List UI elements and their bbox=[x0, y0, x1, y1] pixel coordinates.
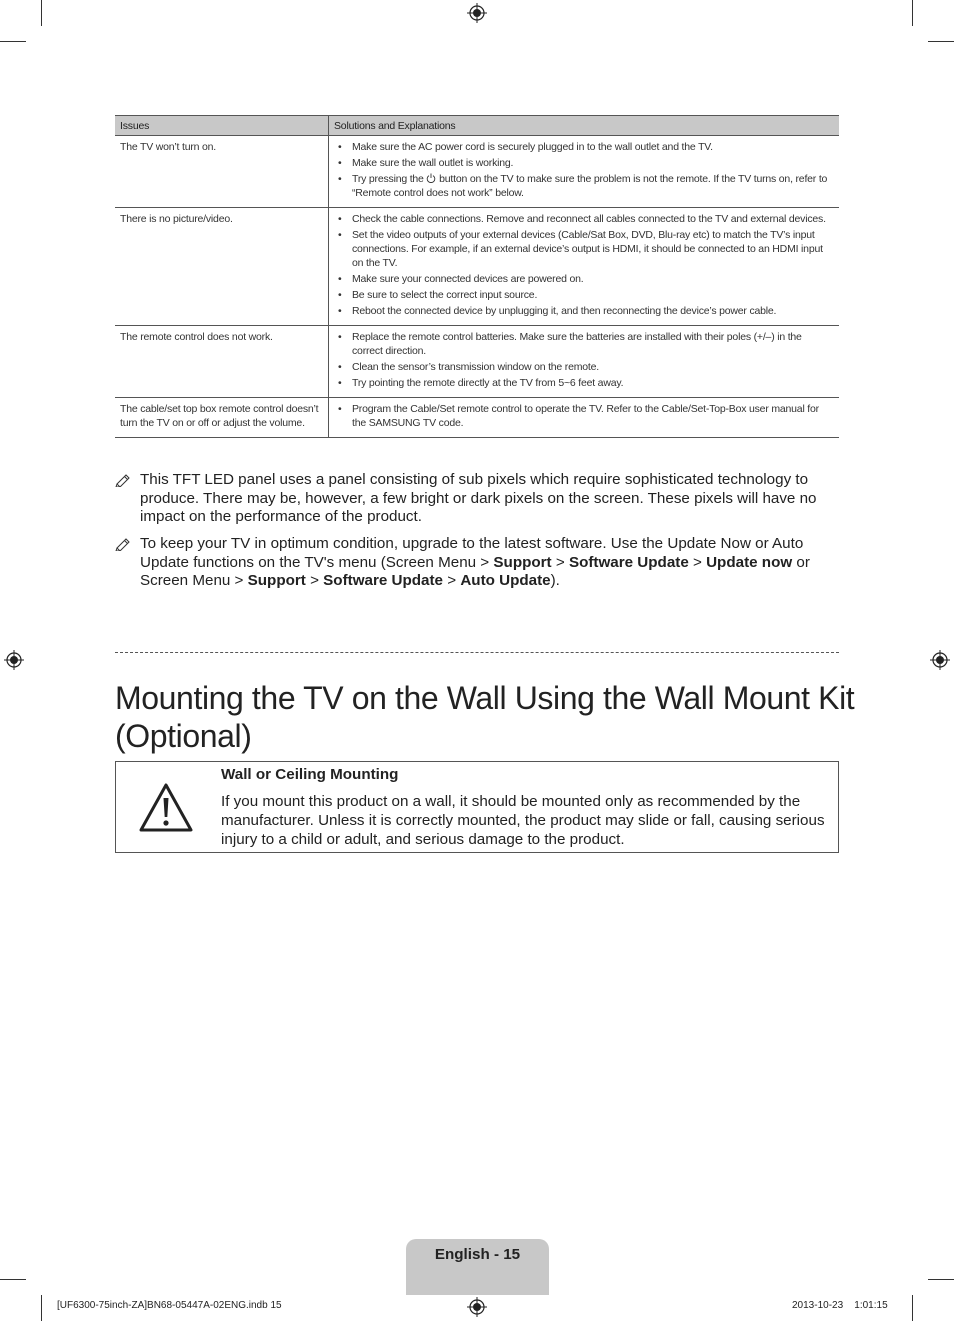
pencil-note-icon bbox=[115, 473, 131, 487]
menu-separator: > bbox=[443, 572, 461, 589]
crop-mark bbox=[0, 41, 26, 42]
solution-text: Try pressing the bbox=[352, 173, 424, 185]
menu-path-update-now: Update now bbox=[706, 553, 793, 571]
solutions-cell bbox=[329, 208, 840, 326]
solution-item: • Check the cable connections. Remove and reconnect all cables connected to the TV and external devices. bbox=[352, 212, 834, 226]
registration-mark-icon bbox=[4, 650, 24, 670]
solution-item: • Replace the remote control batteries. Make sure the batteries are installed with their poles (+/–) in the correct direction. bbox=[352, 330, 834, 358]
table-row bbox=[115, 398, 839, 438]
registration-mark-icon bbox=[467, 1297, 487, 1317]
solution-item: • Be sure to select the correct input source. bbox=[352, 288, 834, 302]
solution-list bbox=[334, 212, 834, 318]
crop-mark bbox=[928, 1279, 954, 1280]
note-text-segment: ). bbox=[550, 572, 560, 589]
menu-separator: > bbox=[305, 572, 324, 589]
solution-list bbox=[334, 330, 834, 390]
page-number: English - 15 bbox=[434, 1246, 521, 1263]
issue-cell: The cable/set top box remote control doesn’t turn the TV on or off or adjust the volume. bbox=[115, 398, 329, 438]
table-row bbox=[115, 326, 839, 398]
issue-cell: There is no picture/video. bbox=[115, 208, 329, 326]
section-divider bbox=[115, 652, 839, 653]
solution-item bbox=[352, 172, 834, 200]
solution-item: • Program the Cable/Set remote control to operate the TV. Refer to the Cable/Set-Top-Box user manual for the SAMSUNG TV code. bbox=[352, 402, 834, 430]
note-paragraph bbox=[115, 535, 839, 591]
solution-text: button on the TV to make sure the problem is not the remote. If the TV turns on, refer to “Remote control does not work” below. bbox=[352, 173, 828, 199]
note-paragraph bbox=[115, 471, 839, 527]
warning-box bbox=[115, 761, 839, 853]
note-text: This TFT LED panel uses a panel consisting of sub pixels which require sophisticated technology to produce. There may be, however, a few bright or dark pixels on the screen. These pixels will have no impact on the performance of the product. bbox=[140, 471, 817, 525]
solution-item: • Set the video outputs of your external devices (Cable/Sat Box, DVD, Blu-ray etc) to match the TV’s input connections. For example, if an external device’s output is HDMI, it should be connected to an HDMI input on the TV. bbox=[352, 228, 834, 270]
menu-path-support: Support bbox=[247, 572, 306, 589]
solutions-cell bbox=[329, 398, 840, 438]
column-header-issues: Issues bbox=[115, 116, 329, 136]
warning-triangle-icon bbox=[138, 782, 194, 834]
section-title: Mounting the TV on the Wall Using the Wall Mount Kit (Optional) bbox=[115, 680, 855, 755]
issue-cell: The remote control does not work. bbox=[115, 326, 329, 398]
note-text bbox=[140, 535, 839, 591]
solution-item: • Make sure your connected devices are powered on. bbox=[352, 272, 834, 286]
crop-mark bbox=[0, 1279, 26, 1280]
table-header-row bbox=[115, 116, 839, 136]
issue-cell: The TV won’t turn on. bbox=[115, 136, 329, 208]
registration-mark-icon bbox=[930, 650, 950, 670]
print-file-info: [UF6300-75inch-ZA]BN68-05447A-02ENG.indb 15 bbox=[57, 1300, 282, 1311]
registration-mark-icon bbox=[467, 3, 487, 23]
note-text-segment: To keep your TV in optimum condition, upgrade to the latest software. Use the Update Now or Auto Update functions on the TV's menu (Screen Menu > bbox=[140, 535, 804, 571]
solution-item: • Clean the sensor’s transmission window on the remote. bbox=[352, 360, 834, 374]
solution-list bbox=[334, 402, 834, 430]
table-row bbox=[115, 136, 839, 208]
table-row bbox=[115, 208, 839, 326]
crop-mark bbox=[912, 0, 913, 26]
page-number-tab bbox=[406, 1239, 549, 1295]
solutions-cell bbox=[329, 136, 840, 208]
power-icon bbox=[426, 173, 436, 183]
crop-mark bbox=[928, 41, 954, 42]
solution-item: • Make sure the AC power cord is securely plugged in to the wall outlet and the TV. bbox=[352, 140, 834, 154]
crop-mark bbox=[912, 1295, 913, 1321]
menu-path-auto-update: Auto Update bbox=[460, 572, 551, 589]
menu-path-software-update: Software Update bbox=[568, 553, 689, 571]
menu-separator: > bbox=[688, 553, 707, 571]
solution-item: • Make sure the wall outlet is working. bbox=[352, 156, 834, 170]
troubleshooting-table bbox=[115, 115, 839, 438]
solutions-cell bbox=[329, 326, 840, 398]
crop-mark bbox=[41, 0, 42, 26]
solution-list bbox=[334, 140, 834, 200]
note-text-segment: or Screen Menu > bbox=[140, 553, 810, 589]
pencil-note-icon bbox=[115, 537, 131, 551]
menu-path-software-update: Software Update bbox=[323, 572, 444, 589]
column-header-solutions: Solutions and Explanations bbox=[329, 116, 840, 136]
print-date-info: 2013-10-23 1:01:15 bbox=[792, 1300, 888, 1311]
menu-path-support: Support bbox=[493, 553, 552, 571]
warning-title: Wall or Ceiling Mounting bbox=[221, 766, 399, 783]
menu-separator: > bbox=[551, 553, 569, 571]
warning-body: If you mount this product on a wall, it should be mounted only as recommended by the manufacturer. Unless it is correctly mounted, the product may slide or fall, causing serious injury to a child or adult, and serious damage to the product. bbox=[221, 793, 825, 848]
solution-item: • Try pointing the remote directly at the TV from 5~6 feet away. bbox=[352, 376, 834, 390]
crop-mark bbox=[41, 1295, 42, 1321]
solution-item: • Reboot the connected device by unplugging it, and then reconnecting the device’s power cable. bbox=[352, 304, 834, 318]
